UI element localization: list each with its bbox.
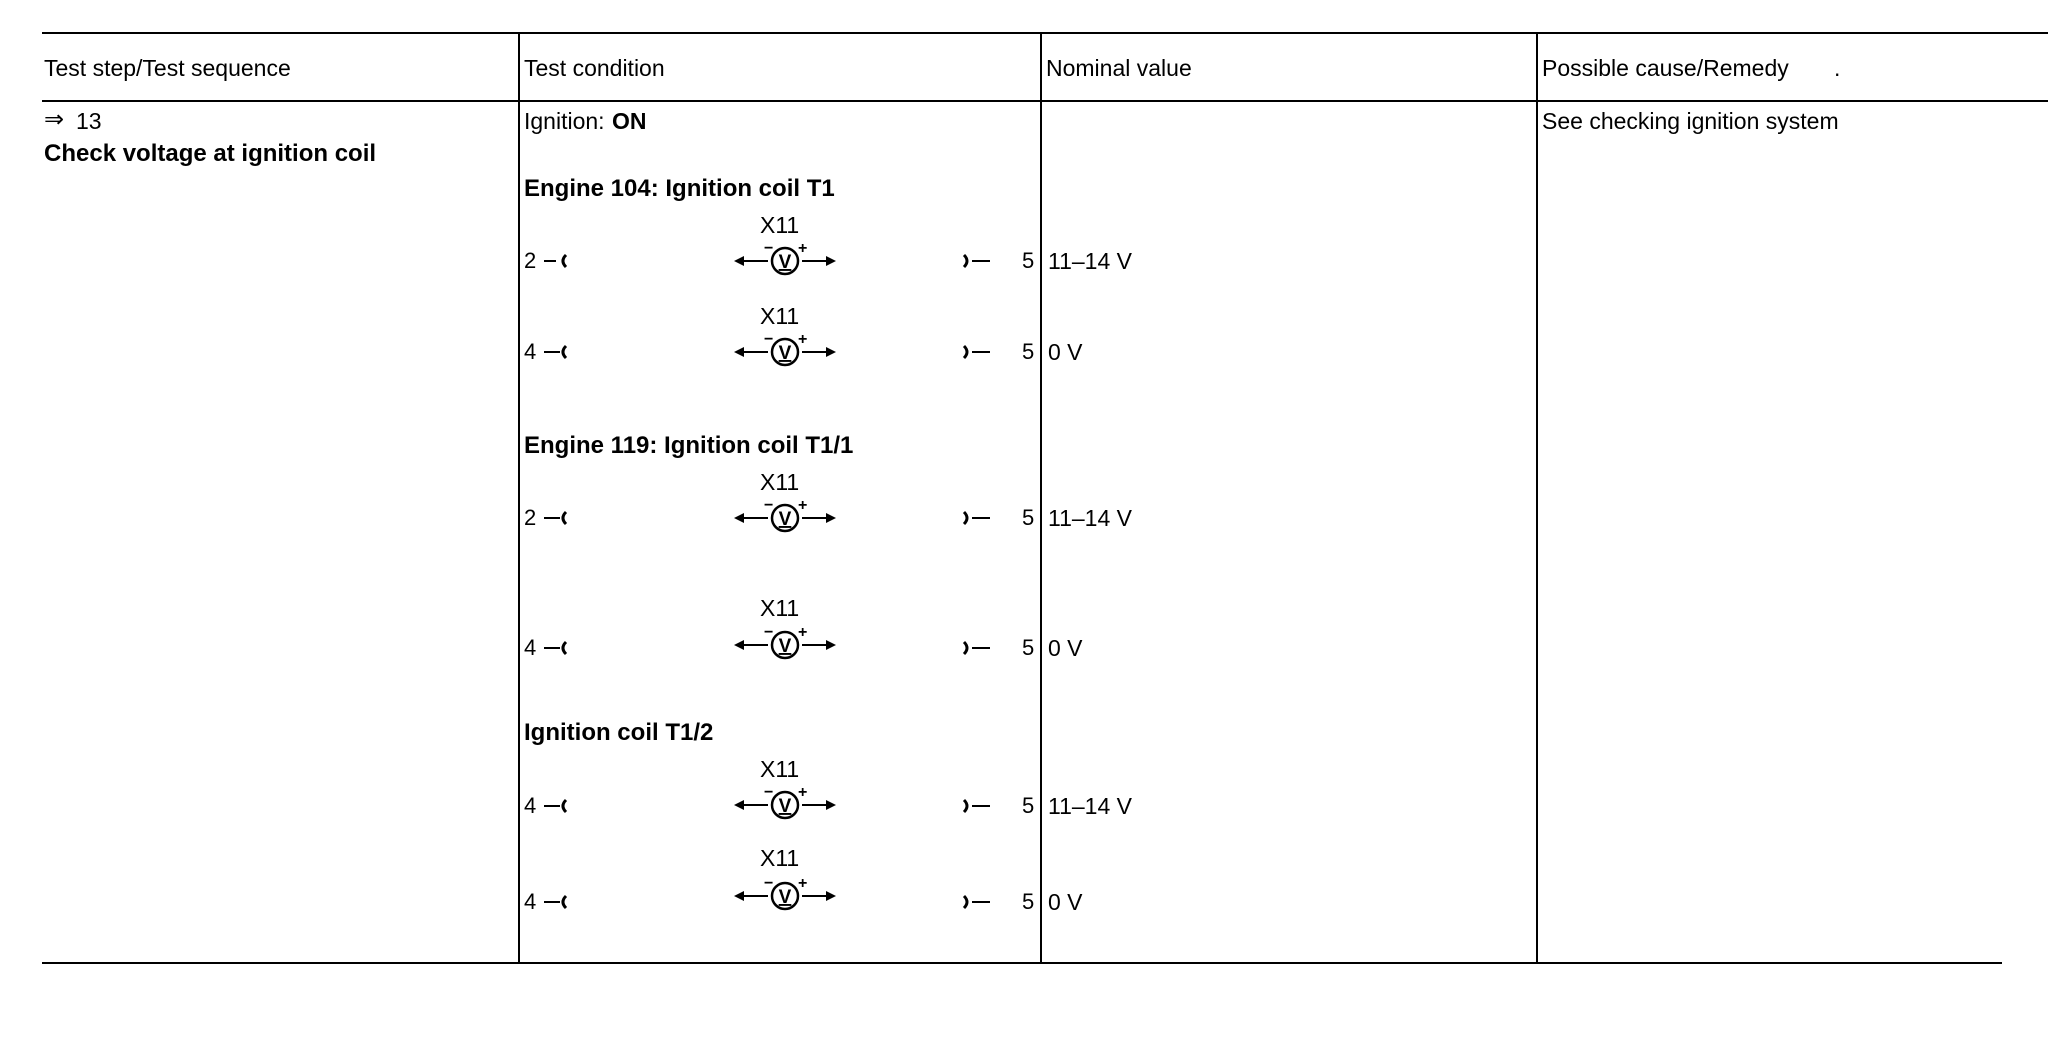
meter-label: X11 [760, 469, 800, 495]
svg-text:−: − [764, 625, 774, 641]
voltmeter-icon [730, 241, 840, 281]
voltmeter-icon [730, 785, 840, 825]
connector-left-icon [540, 791, 600, 821]
svg-text:+: + [798, 876, 808, 892]
connector-right-icon [960, 337, 1020, 367]
svg-text:V: V [778, 509, 792, 530]
meter-label: X11 [760, 595, 800, 621]
svg-text:+: + [798, 498, 808, 514]
meter-label: X11 [760, 303, 800, 329]
nominal-value: 0 V [1048, 635, 1083, 661]
voltmeter-icon [730, 332, 840, 372]
pin-right: 5 [1022, 889, 1035, 914]
pin-left: 2 [524, 248, 537, 273]
column-divider-3 [1536, 32, 1538, 964]
header-nominal-value: Nominal value [1046, 55, 1192, 81]
pin-left: 2 [524, 505, 537, 530]
svg-text:+: + [798, 785, 808, 801]
nominal-value: 11–14 V [1048, 505, 1132, 531]
connector-left-icon [540, 503, 600, 533]
svg-text:V: V [778, 252, 792, 273]
pin-right: 5 [1022, 248, 1035, 273]
ignition-state: ON [612, 108, 647, 134]
svg-text:−: − [764, 785, 774, 801]
nominal-value: 0 V [1048, 889, 1083, 915]
connector-left-icon [540, 246, 600, 276]
svg-text:V: V [778, 636, 792, 657]
table-bottom-rule [42, 962, 2002, 964]
pin-right: 5 [1022, 793, 1035, 818]
pin-left: 4 [524, 635, 537, 660]
svg-text:V: V [778, 796, 792, 817]
header-stray-mark: . [1834, 55, 1841, 81]
connector-right-icon [960, 503, 1020, 533]
step-title: Check voltage at ignition coil [44, 140, 377, 167]
voltmeter-icon [730, 498, 840, 538]
step-arrow: ⇒ [44, 106, 65, 133]
connector-left-icon [540, 633, 600, 663]
pin-right: 5 [1022, 505, 1035, 530]
pin-right: 5 [1022, 339, 1035, 364]
nominal-value: 11–14 V [1048, 793, 1132, 819]
connector-left-icon [540, 337, 600, 367]
voltmeter-icon [730, 876, 840, 916]
nominal-value: 0 V [1048, 339, 1083, 365]
pin-left: 4 [524, 793, 537, 818]
connector-right-icon [960, 633, 1020, 663]
nominal-value: 11–14 V [1048, 248, 1132, 274]
connector-right-icon [960, 791, 1020, 821]
table-top-rule [42, 32, 2048, 34]
header-test-condition: Test condition [524, 55, 665, 81]
section-title-engine-104: Engine 104: Ignition coil T1 [524, 175, 835, 202]
header-test-step: Test step/Test sequence [44, 55, 291, 81]
meter-label: X11 [760, 212, 800, 238]
connector-left-icon [540, 887, 600, 917]
svg-text:−: − [764, 332, 774, 348]
section-title-engine-119: Engine 119: Ignition coil T1/1 [524, 432, 854, 459]
pin-right: 5 [1022, 635, 1035, 660]
column-divider-1 [518, 32, 520, 964]
header-possible-cause: Possible cause/Remedy [1542, 55, 1789, 81]
svg-text:−: − [764, 241, 774, 257]
remedy-text: See checking ignition system [1542, 108, 1839, 134]
svg-text:−: − [764, 498, 774, 514]
svg-text:V: V [778, 343, 792, 364]
svg-text:+: + [798, 625, 808, 641]
connector-right-icon [960, 246, 1020, 276]
pin-left: 4 [524, 339, 537, 364]
header-bottom-rule [42, 100, 2048, 102]
svg-text:V: V [778, 887, 792, 908]
pin-left: 4 [524, 889, 537, 914]
ignition-label: Ignition: [524, 108, 605, 134]
meter-label: X11 [760, 756, 800, 782]
connector-right-icon [960, 887, 1020, 917]
svg-text:−: − [764, 876, 774, 892]
column-divider-2 [1040, 32, 1042, 964]
svg-text:+: + [798, 332, 808, 348]
section-title-coil-t1-2: Ignition coil T1/2 [524, 719, 714, 746]
meter-label: X11 [760, 845, 800, 871]
voltmeter-icon [730, 625, 840, 665]
svg-text:+: + [798, 241, 808, 257]
step-number: 13 [76, 108, 102, 134]
